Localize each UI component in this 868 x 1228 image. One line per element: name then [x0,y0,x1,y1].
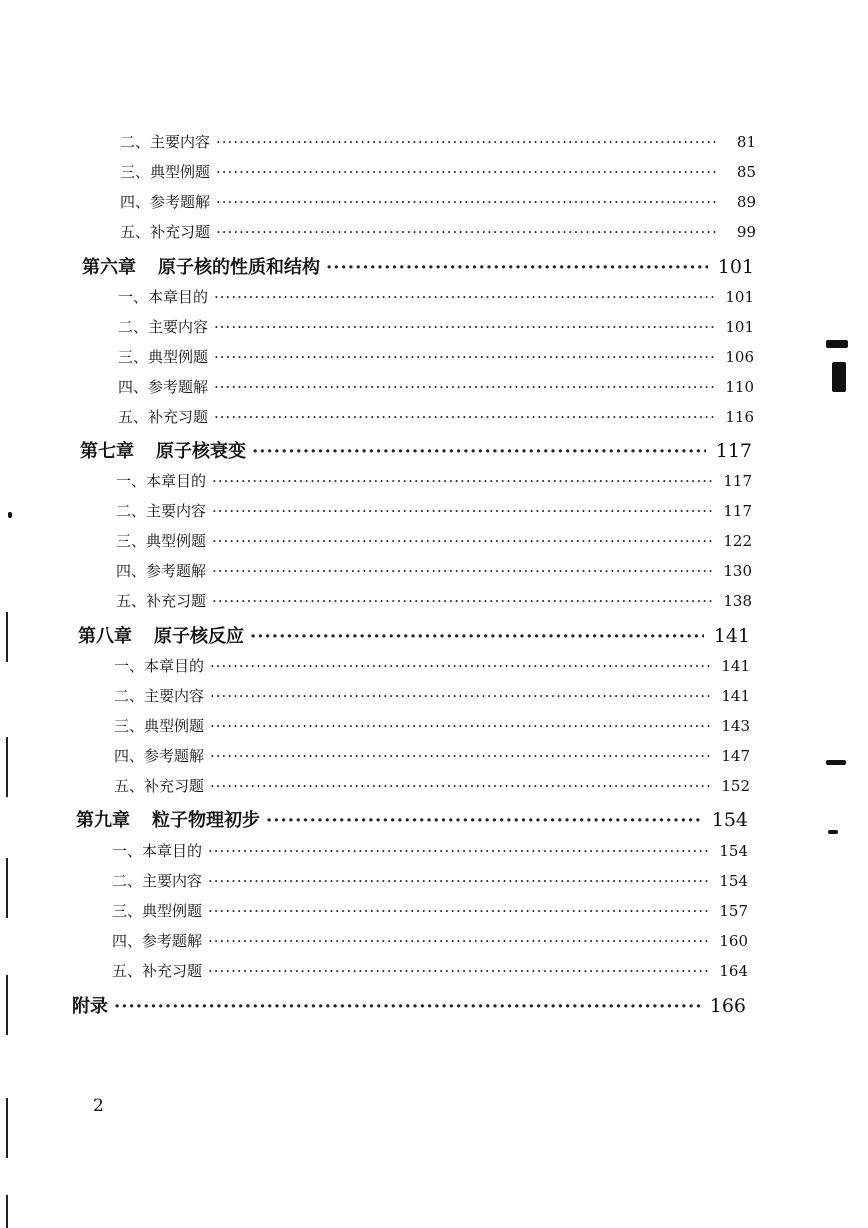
chapter-title: 原子核反应 [154,626,244,647]
scan-margin-line [6,612,8,662]
toc-entry-label: 四、参考题解 [114,747,205,765]
scan-margin-line [6,1098,8,1158]
toc-entry [116,530,752,551]
dot-leader [208,842,708,860]
toc-entry-page: 154 [719,872,748,890]
toc-entry-page: 143 [721,717,750,735]
toc-entry [116,500,752,521]
chapter-page: 117 [715,440,752,462]
dot-leader [216,223,716,241]
toc-entry [114,655,750,676]
scan-speck [8,512,12,518]
toc-chapter [78,622,750,648]
toc-entry-label: 二、主要内容 [116,502,207,520]
chapter-title: 原子核的性质和结构 [158,257,320,278]
toc-entry [116,590,752,611]
toc-entry-label: 三、典型例题 [118,348,209,366]
toc-entry [120,191,756,212]
toc-entry-page: 164 [719,962,748,980]
toc-entry [118,286,754,307]
dot-leader [252,441,706,462]
toc-entry-label: 一、本章目的 [118,288,209,306]
toc-entry-label: 一、本章目的 [112,842,203,860]
toc-entry-page: 154 [719,842,748,860]
dot-leader [214,288,714,306]
chapter-title: 原子核衰变 [156,441,246,462]
toc-entry [112,930,748,951]
dot-leader [216,133,716,151]
dot-leader [216,193,716,211]
toc-entry-page: 141 [721,687,750,705]
toc-entry [118,346,754,367]
dot-leader [250,626,704,647]
toc-entry-page: 106 [725,348,754,366]
dot-leader [208,872,708,890]
toc-entry-label: 一、本章目的 [116,472,207,490]
dot-leader [214,348,714,366]
scan-margin-line [6,737,8,797]
chapter-number: 第七章 [80,441,134,462]
scan-speck [826,760,846,765]
toc-entry [114,745,750,766]
toc-entry-page: 141 [721,657,750,675]
toc-entry [120,161,756,182]
toc-entry [116,470,752,491]
toc-entry-label: 五、补充习题 [120,223,211,241]
dot-leader [214,408,714,426]
toc-chapter [76,806,748,832]
toc-entry [118,406,754,427]
dot-leader [212,592,712,610]
toc-entry-page: 89 [736,193,756,211]
dot-leader [210,687,710,705]
page-number: 2 [93,1096,104,1116]
dot-leader [208,962,708,980]
toc-entry-page: 138 [723,592,752,610]
toc-appendix [72,992,746,1018]
toc-entry-label: 五、补充习题 [116,592,207,610]
toc-entry-page: 81 [736,133,756,151]
chapter-page: 154 [711,809,748,831]
toc-entry [120,221,756,242]
toc-entry [118,376,754,397]
toc-entry-page: 101 [725,318,754,336]
scan-margin-line [6,1195,8,1228]
dot-leader [208,902,708,920]
chapter-title: 粒子物理初步 [152,810,260,831]
chapter-page: 141 [713,625,750,647]
toc-entry-page: 110 [725,378,754,396]
chapter-number: 第八章 [78,626,132,647]
scan-margin-line [6,858,8,918]
dot-leader [214,318,714,336]
scan-speck [828,830,838,834]
toc-entry [118,316,754,337]
toc-entry-label: 五、补充习题 [114,777,205,795]
dot-leader [212,562,712,580]
dot-leader [266,810,702,831]
toc-entry-label: 二、主要内容 [112,872,203,890]
toc-entry-page: 160 [719,932,748,950]
dot-leader [114,996,700,1017]
dot-leader [212,472,712,490]
toc-entry-page: 99 [736,223,756,241]
toc-entry-page: 157 [719,902,748,920]
chapter-page: 101 [717,256,754,278]
toc-entry-page: 130 [723,562,752,580]
dot-leader [208,932,708,950]
toc-entry [112,870,748,891]
toc-entry-label: 三、典型例题 [120,163,211,181]
toc-entry-page: 147 [721,747,750,765]
toc-entry-label: 三、典型例题 [114,717,205,735]
toc-entry [112,960,748,981]
toc-entry-label: 二、主要内容 [114,687,205,705]
toc-entry-label: 四、参考题解 [112,932,203,950]
toc-entry [120,131,756,152]
chapter-page: 166 [709,995,746,1017]
toc-entry-label: 二、主要内容 [120,133,211,151]
toc-entry-label: 五、补充习题 [118,408,209,426]
toc-entry-page: 117 [723,472,752,490]
scan-speck [826,340,848,348]
toc-entry [116,560,752,581]
toc-chapter [82,253,754,279]
toc-entry-page: 116 [725,408,754,426]
dot-leader [212,502,712,520]
dot-leader [210,717,710,735]
toc-entry-label: 三、典型例题 [116,532,207,550]
toc-entry [112,900,748,921]
toc-entry-page: 85 [736,163,756,181]
chapter-number: 第九章 [76,810,130,831]
toc-entry-page: 101 [725,288,754,306]
toc-entry-label: 四、参考题解 [116,562,207,580]
scan-margin-line [6,975,8,1035]
dot-leader [210,777,710,795]
dot-leader [214,378,714,396]
toc-entry [114,775,750,796]
chapter-title: 附录 [72,996,108,1017]
toc-entry-label: 四、参考题解 [118,378,209,396]
toc-entry [114,715,750,736]
chapter-number: 第六章 [82,257,136,278]
dot-leader [212,532,712,550]
dot-leader [326,257,708,278]
toc-entry [112,840,748,861]
dot-leader [210,747,710,765]
toc-entry [114,685,750,706]
toc-entry-page: 152 [721,777,750,795]
dot-leader [216,163,716,181]
toc-entry-label: 一、本章目的 [114,657,205,675]
dot-leader [210,657,710,675]
toc-entry-page: 117 [723,502,752,520]
scan-speck [832,362,846,392]
toc-chapter [80,437,752,463]
toc-entry-label: 五、补充习题 [112,962,203,980]
toc-entry-label: 二、主要内容 [118,318,209,336]
toc-entry-label: 四、参考题解 [120,193,211,211]
toc-entry-label: 三、典型例题 [112,902,203,920]
toc-entry-page: 122 [723,532,752,550]
